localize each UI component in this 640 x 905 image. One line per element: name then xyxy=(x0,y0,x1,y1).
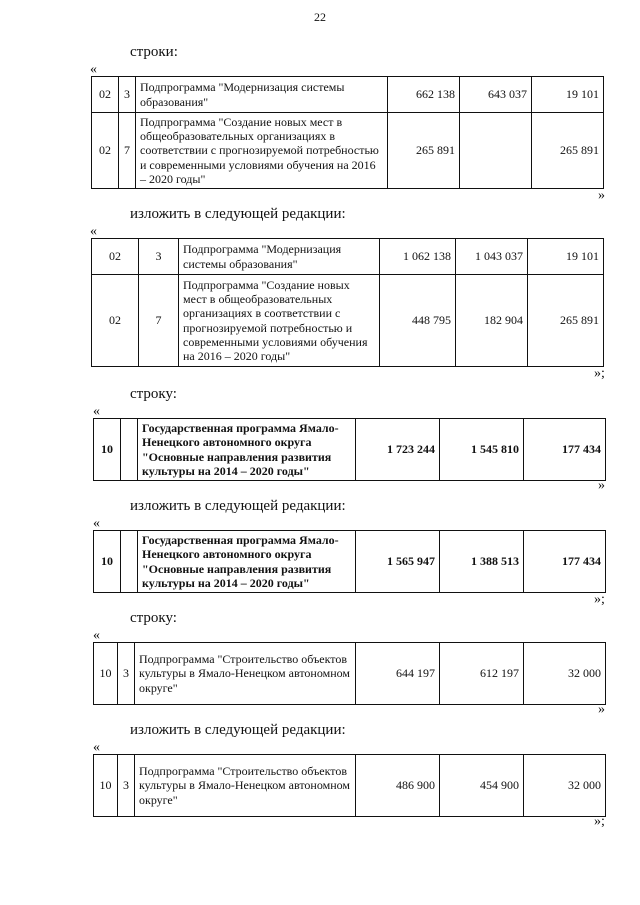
close-quote: » xyxy=(598,188,605,203)
code-cell: 10 xyxy=(94,419,121,481)
code-cell: 10 xyxy=(94,643,118,705)
page-number: 22 xyxy=(314,10,326,24)
table-row xyxy=(94,643,606,705)
value-cell: 612 197 xyxy=(440,643,524,705)
value-cell: 486 900 xyxy=(356,755,440,817)
value-cell xyxy=(460,113,532,189)
code-cell: 10 xyxy=(94,531,121,593)
table-row xyxy=(94,531,606,593)
table-section-5 xyxy=(93,642,606,705)
value-cell: 177 434 xyxy=(524,531,606,593)
value-cell: 265 891 xyxy=(388,113,460,189)
table-section-2 xyxy=(91,238,604,367)
table-section-4 xyxy=(93,530,606,593)
value-cell: 1 388 513 xyxy=(440,531,524,593)
code-cell: 02 xyxy=(92,275,139,367)
close-quote: »; xyxy=(594,592,605,607)
close-quote: » xyxy=(598,478,605,493)
value-cell: 265 891 xyxy=(532,113,604,189)
section-heading: изложить в следующей редакции: xyxy=(130,498,346,514)
name-cell: Государственная программа Ямало-Ненецкого автономного округа "Основные направления развития культуры на 2014 – 2020 годы" xyxy=(138,419,356,481)
value-cell: 32 000 xyxy=(524,755,606,817)
table-section-3 xyxy=(93,418,606,481)
code-cell: 7 xyxy=(139,275,179,367)
code-cell: 02 xyxy=(92,239,139,275)
table-section-1 xyxy=(91,76,604,189)
table-row xyxy=(92,77,604,113)
code-cell: 02 xyxy=(92,113,119,189)
table-section-6 xyxy=(93,754,606,817)
value-cell: 448 795 xyxy=(380,275,456,367)
value-cell: 662 138 xyxy=(388,77,460,113)
value-cell: 182 904 xyxy=(456,275,528,367)
value-cell: 644 197 xyxy=(356,643,440,705)
code-cell xyxy=(121,419,138,481)
open-quote: « xyxy=(93,404,100,419)
name-cell: Подпрограмма "Создание новых мест в общеобразовательных организациях в соответствии с прогнозируемой потребностью и современными условиями обучения на 2016 – 2020 годы" xyxy=(179,275,380,367)
name-cell: Подпрограмма "Модернизация системы образования" xyxy=(179,239,380,275)
table-row xyxy=(94,755,606,817)
section-heading: строки: xyxy=(130,44,178,60)
name-cell: Подпрограмма "Создание новых мест в общеобразовательных организациях в соответствии с прогнозируемой потребностью и современными условиями обучения на 2016 – 2020 годы" xyxy=(136,113,388,189)
name-cell: Подпрограмма "Строительство объектов культуры в Ямало-Ненецком автономном округе" xyxy=(135,643,356,705)
code-cell: 3 xyxy=(118,755,135,817)
section-heading: изложить в следующей редакции: xyxy=(130,722,346,738)
value-cell: 265 891 xyxy=(528,275,604,367)
table-row xyxy=(92,239,604,275)
open-quote: « xyxy=(93,740,100,755)
open-quote: « xyxy=(93,628,100,643)
section-heading: строку: xyxy=(130,386,177,402)
value-cell: 1 062 138 xyxy=(380,239,456,275)
value-cell: 1 545 810 xyxy=(440,419,524,481)
name-cell: Подпрограмма "Строительство объектов культуры в Ямало-Ненецком автономном округе" xyxy=(135,755,356,817)
section-heading: строку: xyxy=(130,610,177,626)
close-quote: »; xyxy=(594,366,605,381)
close-quote: » xyxy=(598,702,605,717)
open-quote: « xyxy=(93,516,100,531)
name-cell: Подпрограмма "Модернизация системы образования" xyxy=(136,77,388,113)
name-cell: Государственная программа Ямало-Ненецкого автономного округа "Основные направления развития культуры на 2014 – 2020 годы" xyxy=(138,531,356,593)
value-cell: 19 101 xyxy=(532,77,604,113)
code-cell: 10 xyxy=(94,755,118,817)
value-cell: 19 101 xyxy=(528,239,604,275)
value-cell: 643 037 xyxy=(460,77,532,113)
close-quote: »; xyxy=(594,814,605,829)
table-row xyxy=(92,113,604,189)
value-cell: 177 434 xyxy=(524,419,606,481)
code-cell: 02 xyxy=(92,77,119,113)
value-cell: 1 565 947 xyxy=(356,531,440,593)
code-cell: 3 xyxy=(139,239,179,275)
value-cell: 454 900 xyxy=(440,755,524,817)
value-cell: 32 000 xyxy=(524,643,606,705)
section-heading: изложить в следующей редакции: xyxy=(130,206,346,222)
value-cell: 1 723 244 xyxy=(356,419,440,481)
code-cell: 3 xyxy=(118,643,135,705)
table-row xyxy=(92,275,604,367)
code-cell: 3 xyxy=(119,77,136,113)
code-cell: 7 xyxy=(119,113,136,189)
open-quote: « xyxy=(90,224,97,239)
open-quote: « xyxy=(90,62,97,77)
table-row xyxy=(94,419,606,481)
value-cell: 1 043 037 xyxy=(456,239,528,275)
code-cell xyxy=(121,531,138,593)
